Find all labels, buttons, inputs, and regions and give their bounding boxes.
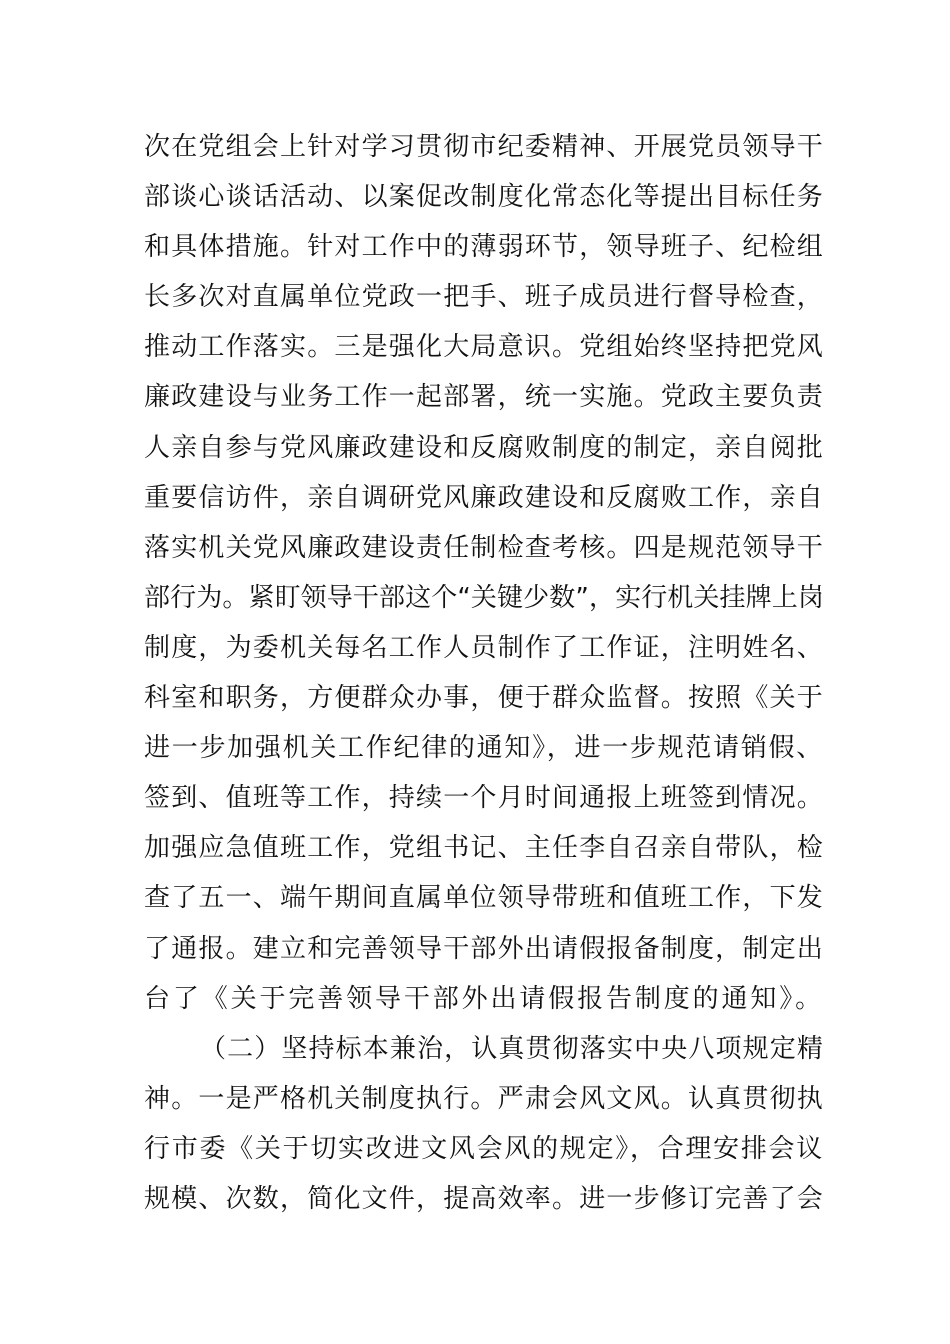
text-line: 科室和职务，方便群众办事，便于群众监督。按照《关于: [144, 683, 824, 714]
text-line: 台了《关于完善领导干部外出请假报告制度的通知》。: [144, 983, 824, 1014]
text-line: 签到、值班等工作，持续一个月时间通报上班签到情况。: [144, 783, 824, 814]
text-line: 了通报。建立和完善领导干部外出请假报备制度，制定出: [144, 933, 824, 964]
text-line: 推动工作落实。三是强化大局意识。党组始终坚持把党风: [144, 332, 824, 363]
text-line: 落实机关党风廉政建设责任制检查考核。四是规范领导干: [144, 532, 824, 563]
text-line: 神。一是严格机关制度执行。严肃会风文风。认真贯彻执: [144, 1083, 824, 1114]
text-line: 部谈心谈话活动、以案促改制度化常态化等提出目标任务: [144, 182, 824, 213]
text-line: 和具体措施。针对工作中的薄弱环节，领导班子、纪检组: [144, 232, 824, 263]
text-line: 部行为。紧盯领导干部这个“关键少数”，实行机关挂牌上岗: [144, 582, 824, 613]
body-text: [144, 122, 824, 1224]
text-line: 次在党组会上针对学习贯彻市纪委精神、开展党员领导干: [144, 132, 824, 162]
text-line: 规模、次数，简化文件，提高效率。进一步修订完善了会: [144, 1183, 824, 1214]
section-heading-line: （二）坚持标本兼治，认真贯彻落实中央八项规定精: [200, 1033, 824, 1064]
text-line: 行市委《关于切实改进文风会风的规定》，合理安排会议: [144, 1133, 824, 1164]
text-line: 人亲自参与党风廉政建设和反腐败制度的制定，亲自阅批: [144, 432, 824, 463]
text-line: 廉政建设与业务工作一起部署，统一实施。党政主要负责: [144, 382, 824, 413]
text-line: 加强应急值班工作，党组书记、主任李自召亲自带队，检: [144, 833, 824, 864]
text-line: 长多次对直属单位党政一把手、班子成员进行督导检查，: [144, 282, 824, 313]
text-line: 重要信访件，亲自调研党风廉政建设和反腐败工作，亲自: [144, 482, 824, 513]
text-line: 制度，为委机关每名工作人员制作了工作证，注明姓名、: [144, 632, 824, 663]
text-line: 进一步加强机关工作纪律的通知》，进一步规范请销假、: [144, 733, 824, 764]
text-line: 查了五一、端午期间直属单位领导带班和值班工作，下发: [144, 883, 824, 914]
